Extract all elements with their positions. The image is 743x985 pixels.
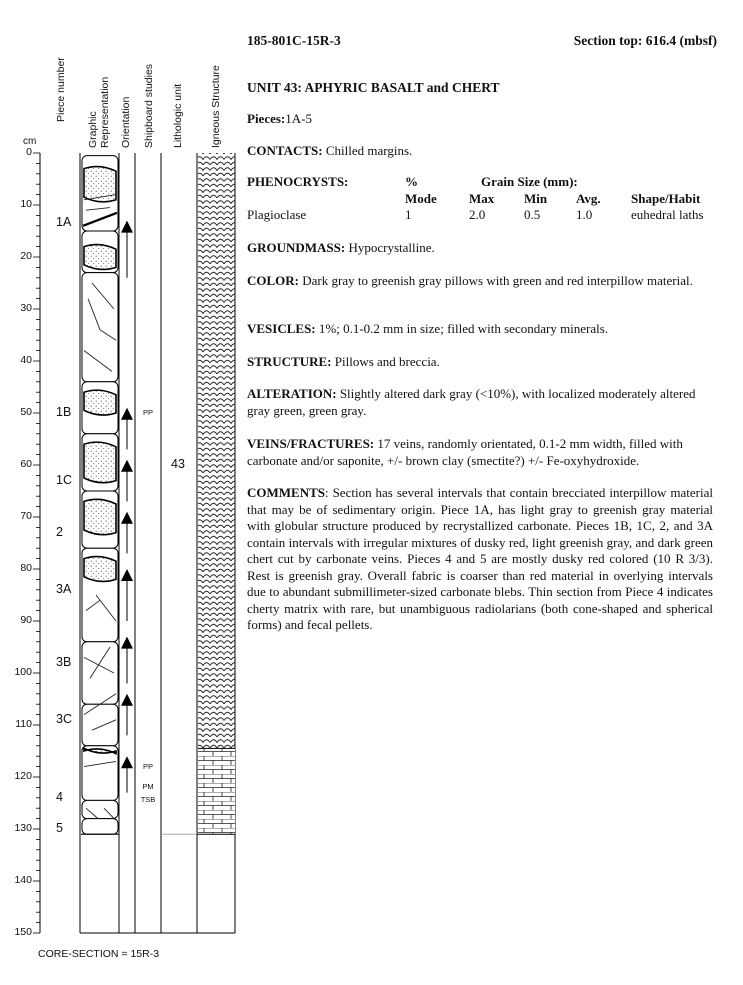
depth-tick-label: 150 bbox=[14, 926, 32, 938]
depth-tick-label: 40 bbox=[20, 354, 32, 366]
col-shape: Shape/Habit bbox=[631, 190, 701, 206]
graphic-representation bbox=[81, 156, 119, 835]
comments-line bbox=[247, 485, 713, 634]
orientation-arrow-head bbox=[121, 569, 133, 581]
piece-label: 1C bbox=[56, 472, 72, 487]
depth-tick-label: 50 bbox=[20, 406, 32, 418]
breccia-pattern bbox=[198, 153, 235, 748]
structure-value: Pillows and breccia. bbox=[331, 354, 440, 369]
color-line bbox=[247, 273, 713, 290]
contacts-label: CONTACTS: bbox=[247, 143, 323, 158]
header-graphic-line1: Graphic bbox=[87, 111, 99, 148]
color-value: Dark gray to greenish gray pillows with green and red interpillow material. bbox=[299, 273, 693, 288]
mineral-shape: euhedral laths bbox=[631, 207, 704, 222]
structure-line bbox=[247, 354, 713, 371]
vesicles-line bbox=[247, 321, 713, 338]
depth-scale bbox=[33, 153, 40, 933]
header-lithologic-unit: Lithologic unit bbox=[172, 83, 184, 148]
header-graphic-line2: Representation bbox=[99, 76, 111, 148]
shipboard-study-label: PM bbox=[142, 782, 154, 792]
orientation-arrow-head bbox=[121, 221, 133, 233]
color-label: COLOR: bbox=[247, 273, 299, 288]
structure-label: STRUCTURE: bbox=[247, 354, 332, 369]
alteration-line bbox=[247, 386, 713, 419]
orientation-arrow-head bbox=[121, 694, 133, 706]
percent-header: % bbox=[405, 174, 418, 189]
mineral-min: 0.5 bbox=[524, 207, 541, 222]
groundmass-value: Hypocrystalline. bbox=[345, 240, 435, 255]
contacts-line bbox=[247, 143, 713, 160]
pieces-value: 1A-5 bbox=[285, 111, 312, 126]
pieces-line bbox=[247, 111, 713, 128]
piece-label: 3A bbox=[56, 581, 72, 596]
grain-size-header: Grain Size (mm): bbox=[481, 174, 578, 189]
orientation-arrow-head bbox=[121, 637, 133, 649]
pieces-label: Pieces: bbox=[247, 111, 286, 126]
col-max: Max bbox=[469, 190, 495, 206]
depth-tick-label: 60 bbox=[20, 458, 32, 470]
core-piece bbox=[82, 704, 118, 746]
veins-line bbox=[247, 436, 713, 469]
groundmass-label: GROUNDMASS: bbox=[247, 240, 346, 255]
depth-tick-label: 20 bbox=[20, 250, 32, 262]
piece-label: 2 bbox=[56, 524, 63, 539]
header-orientation: Orientation bbox=[120, 96, 132, 148]
orientation-arrow-head bbox=[121, 756, 133, 768]
depth-tick-label: 30 bbox=[20, 302, 32, 314]
groundmass-line bbox=[247, 240, 713, 257]
orientation-arrow-head bbox=[121, 408, 133, 420]
unit-title: UNIT 43: APHYRIC BASALT and CHERT bbox=[247, 80, 500, 95]
mineral-name: Plagioclase bbox=[247, 207, 307, 222]
piece-label: 3C bbox=[56, 711, 72, 726]
col-mode: Mode bbox=[405, 190, 437, 206]
core-piece bbox=[82, 819, 118, 835]
piece-label: 3B bbox=[56, 654, 72, 669]
veins-value: 17 veins, randomly orientated, 0.1-2 mm width, filled with carbonate and/or saponite, +/- brown clay (smectite?) +/- Fe-oxyhydroxide. bbox=[247, 436, 683, 468]
vesicles-label: VESICLES: bbox=[247, 321, 316, 336]
mineral-max: 2.0 bbox=[469, 207, 486, 222]
piece-label: 5 bbox=[56, 821, 63, 835]
table-row bbox=[247, 207, 704, 224]
breccia-fill bbox=[84, 557, 116, 582]
depth-unit-label: cm bbox=[23, 136, 37, 147]
depth-tick-label: 70 bbox=[20, 510, 32, 522]
core-id: 185-801C-15R-3 bbox=[247, 33, 341, 48]
orientation-arrow-head bbox=[121, 460, 133, 472]
depth-tick-label: 100 bbox=[14, 666, 32, 678]
alteration-label: ALTERATION: bbox=[247, 386, 337, 401]
core-section-label: CORE-SECTION = 15R-3 bbox=[38, 948, 160, 960]
piece-label: 1B bbox=[56, 405, 72, 419]
breccia-fill bbox=[84, 390, 116, 415]
lithologic-unit-number: 43 bbox=[171, 457, 185, 471]
core-piece bbox=[82, 273, 118, 382]
breccia-fill bbox=[84, 499, 116, 534]
core-piece bbox=[82, 642, 118, 704]
breccia-fill bbox=[84, 245, 116, 270]
shipboard-study-label: TSB bbox=[140, 795, 156, 805]
comments-label: COMMENTS bbox=[247, 485, 325, 500]
depth-tick-label: 0 bbox=[26, 146, 32, 158]
contacts-value: Chilled margins. bbox=[322, 143, 413, 158]
depth-tick-label: 140 bbox=[14, 874, 32, 886]
mineral-mode: 1 bbox=[405, 207, 412, 222]
header-igneous-structure: Igneous Structure bbox=[210, 65, 222, 148]
shipboard-study-label: PP bbox=[142, 761, 153, 771]
vesicles-value: 1%; 0.1-0.2 mm in size; filled with secondary minerals. bbox=[315, 321, 609, 336]
chert-pattern bbox=[198, 748, 235, 834]
col-avg: Avg. bbox=[576, 190, 601, 206]
breccia-fill bbox=[84, 167, 116, 202]
header-shipboard-studies: Shipboard studies bbox=[143, 63, 155, 148]
phenocrysts-table bbox=[247, 174, 704, 224]
section-top: Section top: 616.4 (mbsf) bbox=[573, 33, 717, 48]
orientation-arrows bbox=[121, 221, 133, 793]
depth-tick-label: 90 bbox=[20, 614, 32, 626]
depth-tick-label: 130 bbox=[14, 822, 32, 834]
core-log bbox=[0, 0, 240, 980]
alteration-value: Slightly altered dark gray (<10%), with localized moderately altered gray green, green gray. bbox=[247, 386, 696, 418]
col-min: Min bbox=[524, 190, 548, 206]
depth-tick-label: 110 bbox=[15, 718, 32, 730]
depth-tick-label: 80 bbox=[20, 562, 32, 574]
orientation-arrow-head bbox=[121, 512, 133, 524]
phenocrysts-label: PHENOCRYSTS: bbox=[247, 174, 349, 189]
header-piece-number: Piece number bbox=[55, 57, 67, 122]
depth-tick-label: 120 bbox=[14, 770, 32, 782]
veins-label: VEINS/FRACTURES: bbox=[247, 436, 375, 451]
piece-label: 1A bbox=[56, 215, 72, 230]
core-piece bbox=[82, 746, 118, 801]
breccia-fill bbox=[84, 442, 116, 483]
comments-value: : Section has several intervals that contain brecciated interpillow material that may be of sedimentary origin. Piece 1A, has light gray to greenish gray material with globular structure produced by recrystallized carbonate. Pieces 1B, 1C, 2, and 3A contain intervals with irregular mixtures of dusky red, light greenish gray, and dark green chert cut by carbonate veins. Pieces 4 and 5 are mostly dusky red colored (10 R 3/3). Rest is greenish gray. Overall fabric is coarser than red material in overlying intervals due to abundant submillimeter-sized carbonate blebs. Thin section from Piece 4 indicates cherty matrix with rare, but unambiguous radiolarians (both cone-shaped and spherical forms) and fecal pellets. bbox=[247, 485, 713, 632]
piece-label: 4 bbox=[56, 789, 63, 804]
depth-tick-label: 10 bbox=[20, 198, 32, 210]
mineral-avg: 1.0 bbox=[576, 207, 593, 222]
shipboard-study-label: PP bbox=[142, 408, 153, 417]
